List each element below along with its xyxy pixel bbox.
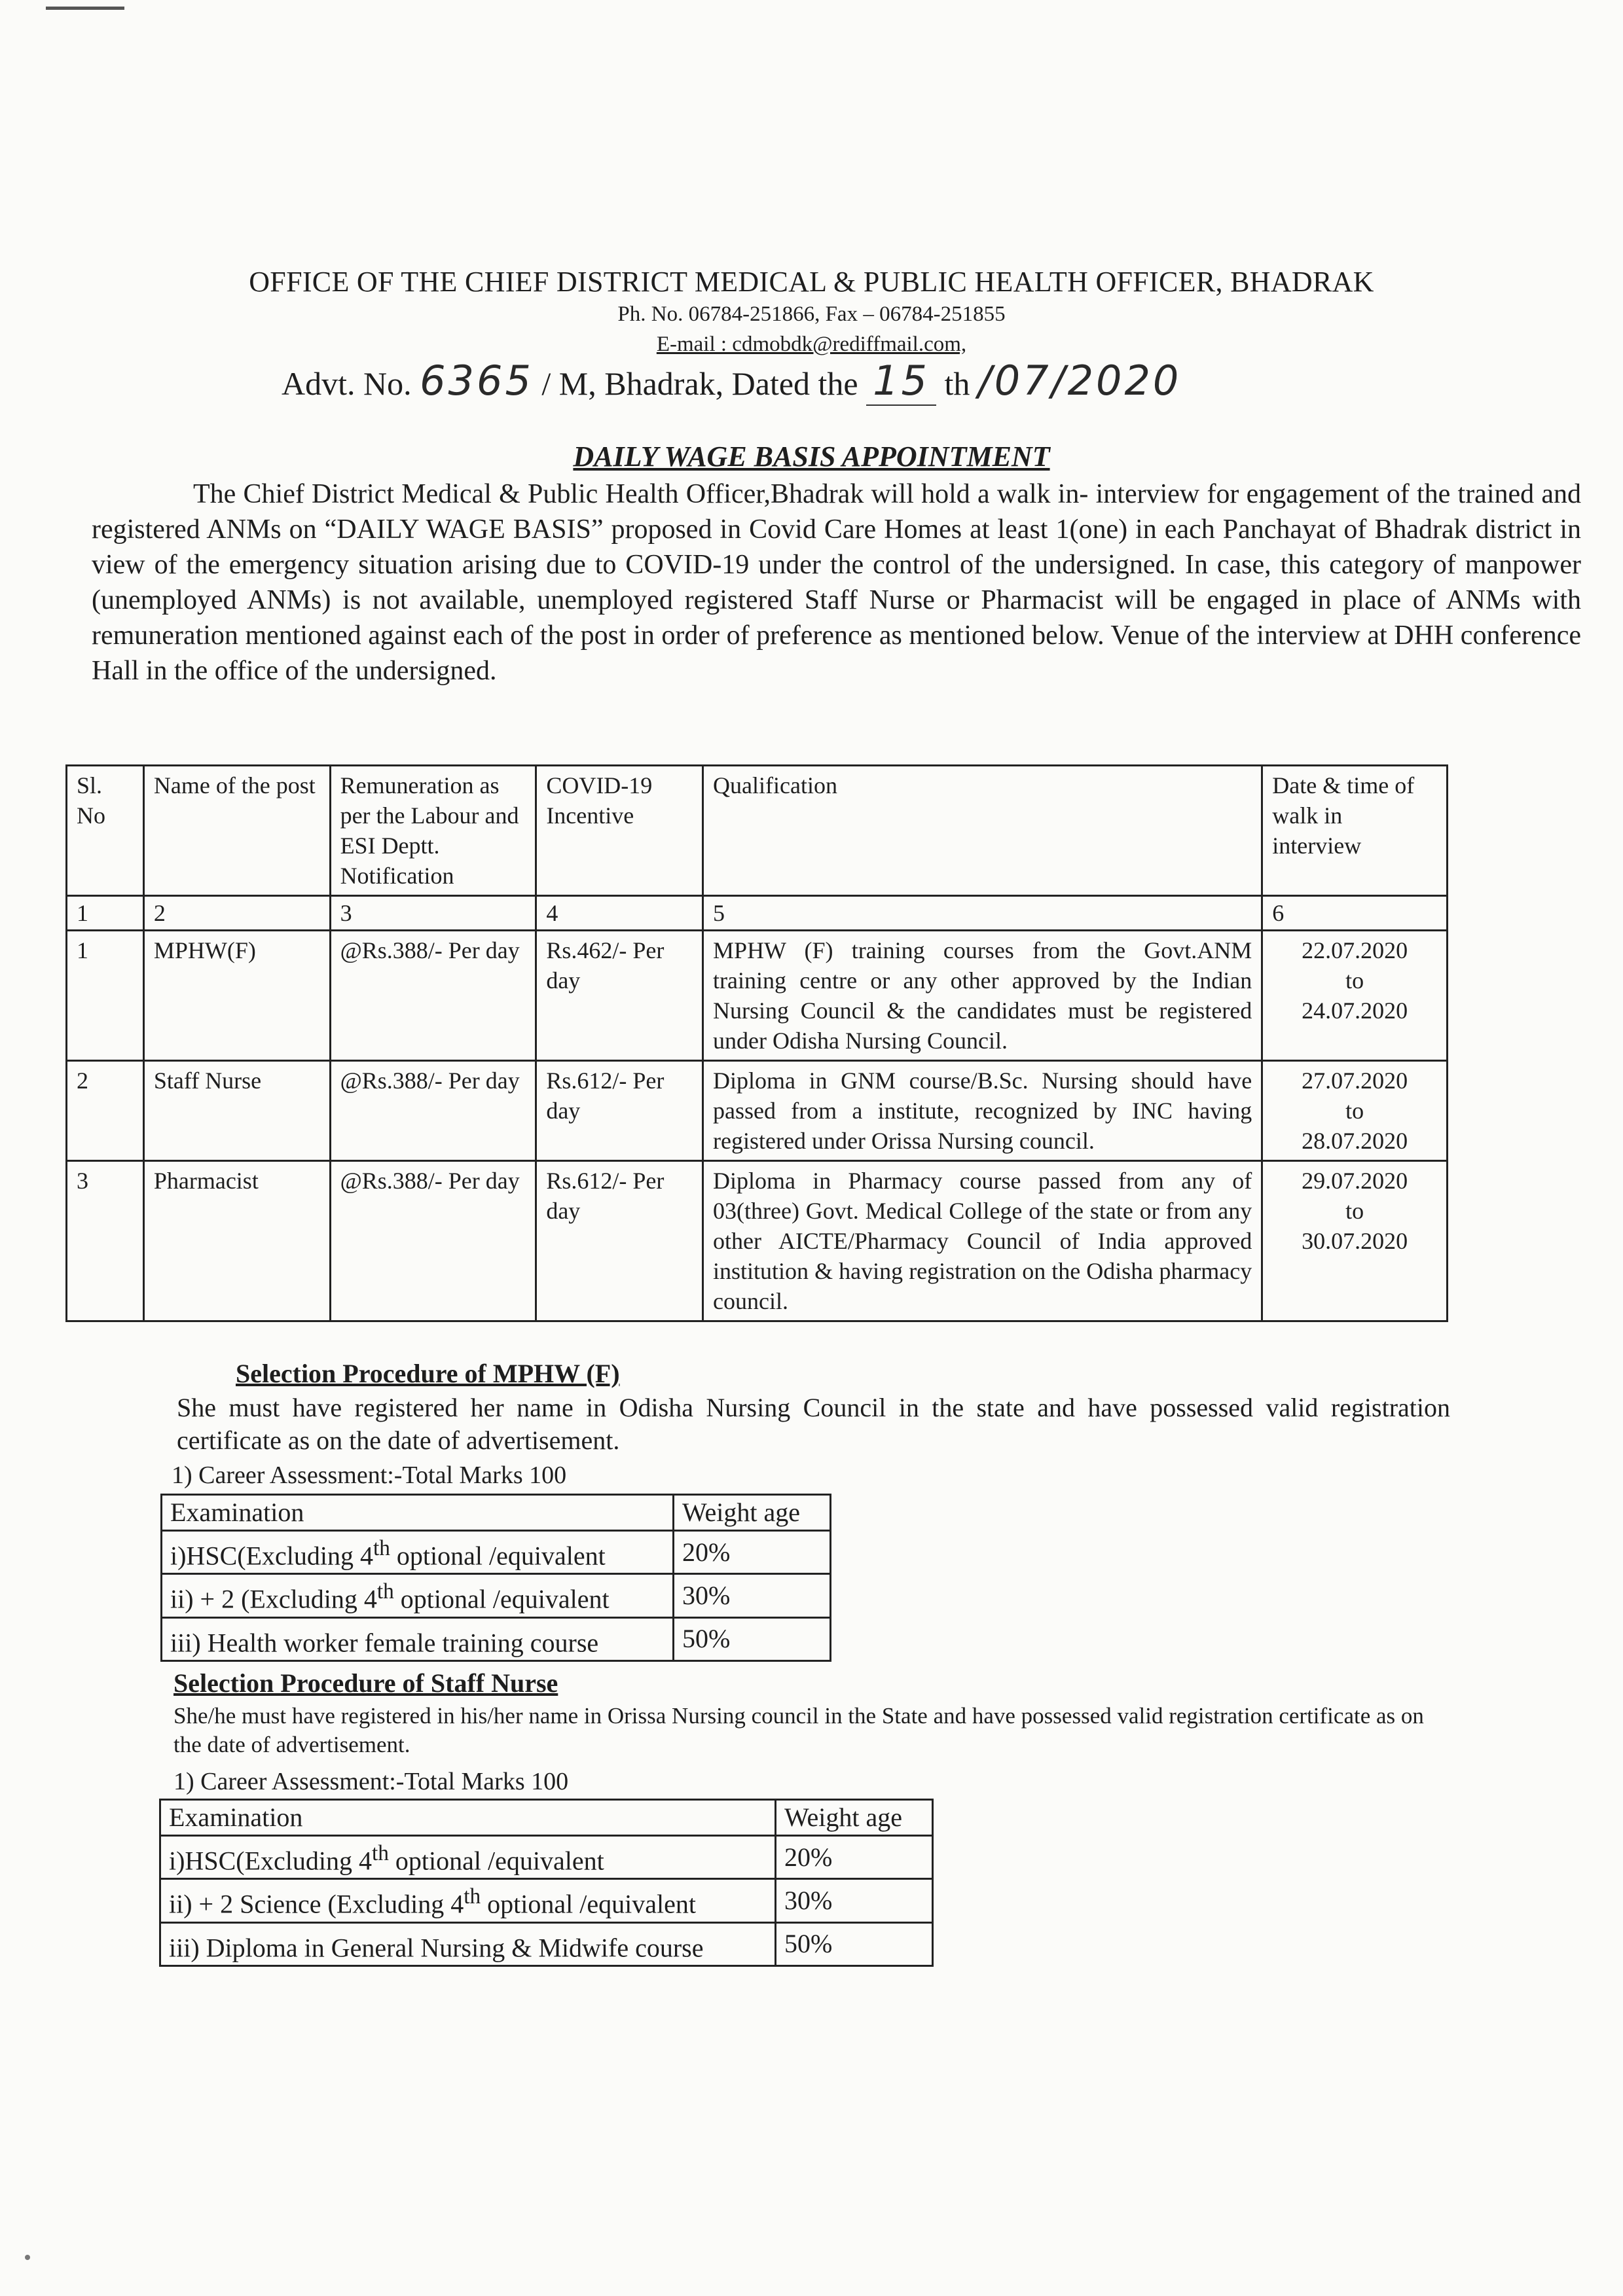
date-th: th [944, 365, 970, 402]
sl-no: 1 [67, 931, 144, 1061]
header-cell: Qualification [703, 766, 1262, 896]
exam-sup: th [373, 1536, 390, 1560]
post-name: MPHW(F) [143, 931, 330, 1061]
qualification: Diploma in GNM course/B.Sc. Nursing should have passed from a institute, recognized by INC having registered under Orissa Nursing council. [703, 1061, 1262, 1161]
remuneration: @Rs.388/- Per day [330, 1161, 536, 1321]
date-to: to [1345, 1098, 1364, 1124]
nurse-marks-table [159, 1799, 934, 1967]
remuneration: @Rs.388/- Per day [330, 1061, 536, 1161]
nurse-assessment-label: 1) Career Assessment:-Total Marks 100 [173, 1768, 569, 1795]
table-row [162, 1531, 831, 1574]
exam-sup: th [464, 1884, 481, 1909]
column-number: 2 [143, 896, 330, 931]
posts-table [65, 764, 1448, 1322]
intro-paragraph: The Chief District Medical & Public Health Officer,Bhadrak will hold a walk in- interview for engagement of the trained and registered ANMs on “DAILY WAGE BASIS” proposed in Covid Care Homes at least 1(one) in each Panchayat of Bhadrak district in view of the emergency situation arising due to COVID-19 under the control of the undersigned. In case, this category of manpower (unemployed ANMs) is not available, unemployed registered Staff Nurse or Pharmacist will be engaged in place of ANMs with remuneration mentioned against each of the post in order of preference as mentioned below. Venue of the interview at DHH conference Hall in the office of the undersigned. [92, 479, 1581, 686]
header-cell: Date & time of walk in interview [1262, 766, 1448, 896]
marks-header-row [160, 1800, 933, 1836]
date-to: to [1345, 1198, 1364, 1224]
sl-no: 3 [67, 1161, 144, 1321]
exam-text: ii) + 2 Science (Excluding 4 [169, 1889, 464, 1919]
table-row [162, 1617, 831, 1660]
exam-cell [162, 1617, 674, 1660]
exam-text: i)HSC(Excluding 4 [169, 1846, 372, 1876]
posts-header-row [67, 766, 1448, 896]
exam-text: iii) Diploma in General Nursing & Midwife course [169, 1932, 704, 1962]
email-line [0, 332, 1623, 357]
exam-text: ii) + 2 (Excluding 4 [170, 1584, 377, 1614]
date-end: 28.07.2020 [1302, 1128, 1408, 1154]
table-row [67, 1061, 1448, 1161]
exam-text-rest: optional /equivalent [388, 1846, 604, 1876]
date-end: 30.07.2020 [1302, 1228, 1408, 1254]
heading: DAILY WAGE BASIS APPOINTMENT [573, 440, 1050, 473]
column-number: 1 [67, 896, 144, 931]
weight-cell: 30% [674, 1574, 831, 1617]
advt-middle: / M, Bhadrak, Dated the [541, 365, 858, 402]
exam-text: iii) Health worker female training course [170, 1627, 599, 1657]
table-row [160, 1879, 933, 1922]
exam-text-rest: optional /equivalent [390, 1541, 606, 1571]
column-number-row [67, 896, 1448, 931]
column-number: 4 [536, 896, 703, 931]
exam-sup: th [376, 1579, 394, 1604]
incentive: Rs.612/- Per day [536, 1061, 703, 1161]
table-row [162, 1574, 831, 1617]
mphw-section-title: Selection Procedure of MPHW (F) [236, 1359, 620, 1388]
mphw-section-text: She must have registered her name in Odisha Nursing Council in the state and have possessed valid registration certificate as on the date of advertisement. [177, 1393, 1450, 1455]
header-cell: Name of the post [143, 766, 330, 896]
nurse-section-title: Selection Procedure of Staff Nurse [173, 1668, 558, 1698]
header-cell: Remuneration as per the Labour and ESI Deptt. Notification [330, 766, 536, 896]
scan-mark [46, 7, 124, 10]
weight-header: Weight age [674, 1495, 831, 1531]
nurse-section-text: She/he must have registered in his/her name in Orissa Nursing council in the State and have possessed valid registration certificate as on the date of advertisement. [173, 1703, 1424, 1757]
exam-cell [162, 1531, 674, 1574]
walk-in-date [1262, 931, 1448, 1061]
advt-prefix: Advt. No. [282, 365, 412, 402]
exam-header: Examination [162, 1495, 674, 1531]
exam-text-rest: optional /equivalent [393, 1584, 610, 1614]
incentive: Rs.612/- Per day [536, 1161, 703, 1321]
date-from: 29.07.2020 [1302, 1168, 1408, 1194]
mphw-assessment-label: 1) Career Assessment:-Total Marks 100 [172, 1462, 567, 1489]
weight-cell: 50% [674, 1617, 831, 1660]
remuneration: @Rs.388/- Per day [330, 931, 536, 1061]
walk-in-date [1262, 1161, 1448, 1321]
date-day: 15 [866, 357, 936, 406]
exam-cell [162, 1574, 674, 1617]
date-end: 24.07.2020 [1302, 997, 1408, 1024]
column-number: 5 [703, 896, 1262, 931]
incentive: Rs.462/- Per day [536, 931, 703, 1061]
exam-text: i)HSC(Excluding 4 [170, 1541, 373, 1571]
scan-dot [25, 2255, 30, 2260]
advt-line [282, 357, 1181, 404]
date-rest: /07/2020 [977, 357, 1182, 404]
marks-header-row [162, 1495, 831, 1531]
table-row [160, 1836, 933, 1879]
header-cell: COVID-19 Incentive [536, 766, 703, 896]
date-to: to [1345, 967, 1364, 994]
exam-cell [160, 1836, 776, 1879]
exam-sup: th [371, 1841, 389, 1865]
walk-in-date [1262, 1061, 1448, 1161]
exam-header: Examination [160, 1800, 776, 1836]
email-text: E-mail : cdmobdk@rediffmail.com, [656, 332, 967, 356]
weight-header: Weight age [776, 1800, 933, 1836]
weight-cell: 30% [776, 1879, 933, 1922]
post-name: Staff Nurse [143, 1061, 330, 1161]
weight-cell: 20% [776, 1836, 933, 1879]
qualification: Diploma in Pharmacy course passed from any of 03(three) Govt. Medical College of the state or from any other AICTE/Pharmacy Council of India approved institution & having registration on the Odisha pharmacy council. [703, 1161, 1262, 1321]
column-number: 6 [1262, 896, 1448, 931]
table-row [67, 1161, 1448, 1321]
qualification: MPHW (F) training courses from the Govt.ANM training centre or any other approved by the Indian Nursing Council & the candidates must be registered under Odisha Nursing Council. [703, 931, 1262, 1061]
phone-fax-line: Ph. No. 06784-251866, Fax – 06784-251855 [617, 302, 1006, 326]
exam-cell [160, 1879, 776, 1922]
table-row [67, 931, 1448, 1061]
mphw-marks-table [160, 1494, 831, 1662]
date-from: 22.07.2020 [1302, 937, 1408, 963]
weight-cell: 50% [776, 1922, 933, 1965]
advt-number: 6365 [420, 357, 534, 404]
post-name: Pharmacist [143, 1161, 330, 1321]
exam-text-rest: optional /equivalent [481, 1889, 696, 1919]
sl-no: 2 [67, 1061, 144, 1161]
date-from: 27.07.2020 [1302, 1067, 1408, 1094]
office-title: OFFICE OF THE CHIEF DISTRICT MEDICAL & PUBLIC HEALTH OFFICER, BHADRAK [249, 266, 1374, 298]
header-cell: Sl. No [67, 766, 144, 896]
exam-cell [160, 1922, 776, 1965]
column-number: 3 [330, 896, 536, 931]
table-row [160, 1922, 933, 1965]
weight-cell: 20% [674, 1531, 831, 1574]
